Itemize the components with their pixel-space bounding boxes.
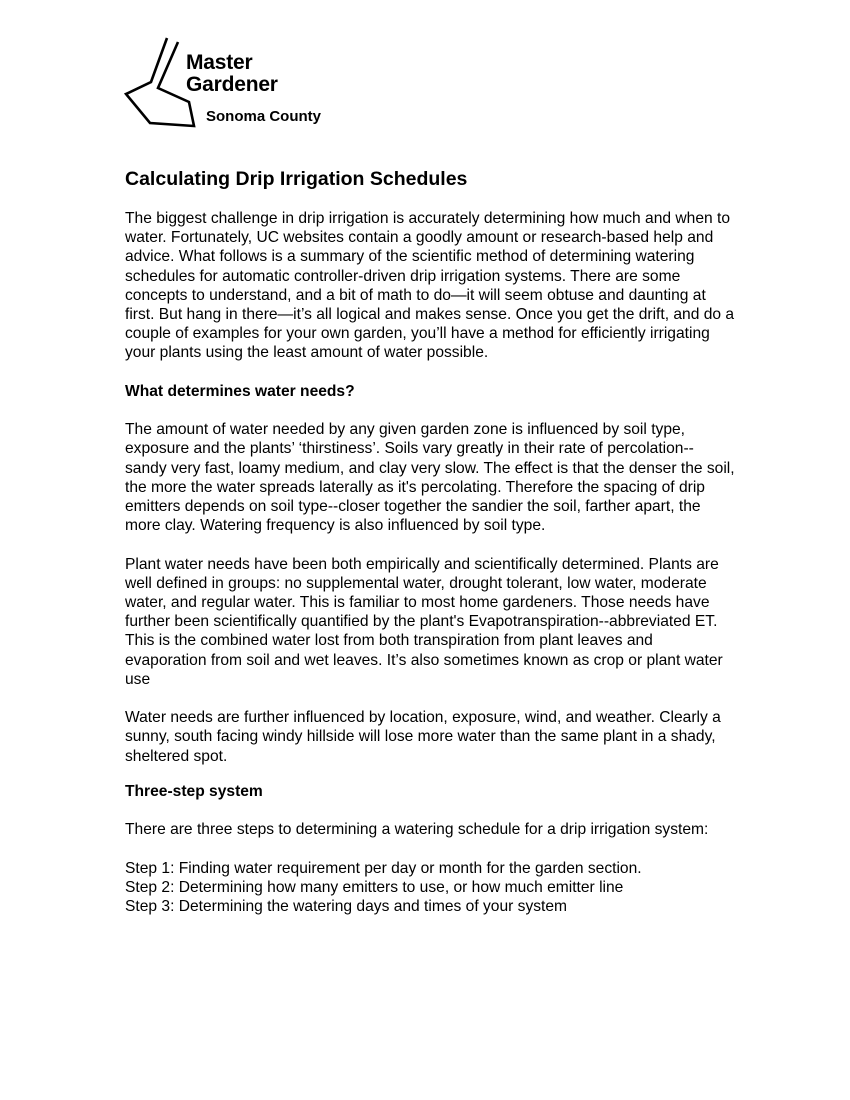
step-item: Step 2: Determining how many emitters to use, or how much emitter line: [125, 878, 624, 896]
step-item: Step 3: Determining the watering days and times of your system: [125, 898, 568, 916]
paragraph-three-steps-intro: There are three steps to determining a watering schedule for a drip irrigation system:: [125, 821, 709, 839]
logo-subtitle: Sonoma County: [206, 108, 321, 125]
section-heading-three-step: Three-step system: [125, 782, 263, 800]
step-item: Step 1: Finding water requirement per day or month for the garden section.: [125, 859, 642, 877]
steps-list: [125, 859, 735, 917]
paragraph-location: Water needs are further influenced by location, exposure, wind, and weather. Clearly a sunny, south facing windy hillside will lose more water than the same plant in a shady, sheltered spot.: [125, 709, 721, 765]
logo-line-gardener: Gardener: [186, 73, 278, 96]
section-heading-water-needs: What determines water needs?: [125, 382, 355, 400]
paragraph-soil: The amount of water needed by any given garden zone is influenced by soil type, exposure and the plants’ ‘thirstiness’. Soils vary greatly in their rate of percolation--sandy very fast, loamy medium, and clay very slow. The effect is that the denser the soil, the more the water spreads laterally as it's percolating. Therefore the spacing of drip emitters depends on soil type--closer together the sandier the soil, farther apart, the more clay. Watering frequency is also influenced by soil type.: [125, 421, 735, 535]
paragraph-plant-needs: Plant water needs have been both empirically and scientifically determined. Plants are well defined in groups: no supplemental water, drought tolerant, low water, moderate water, and regular water. This is familiar to most home gardeners. Those needs have further been scientifically quantified by the plant's Evapotranspiration--abbreviated ET. This is the combined water lost from both transpiration from plant leaves and evaporation from soil and wet leaves. It’s also sometimes known as crop or plant water use: [125, 555, 723, 688]
master-gardener-logo: [120, 34, 380, 134]
document-body: [125, 166, 735, 916]
intro-paragraph: The biggest challenge in drip irrigation is accurately determining how much and when to water. Fortunately, UC websites contain a goodly amount or research-based help and advice. What follows is a summary of the scientific method of determining watering schedules for automatic controller-driven drip irrigation systems. There are some concepts to understand, and a bit of math to do—it will seem obtuse and daunting at first. But hang in there—it’s all logical and makes sense. Once you get the drift, and do a couple of examples for your own garden, you’ll have a method for efficiently irrigating your plants using the least amount of water possible.: [125, 210, 735, 362]
logo-line-master: Master: [186, 51, 253, 74]
page-title: Calculating Drip Irrigation Schedules: [125, 168, 468, 190]
